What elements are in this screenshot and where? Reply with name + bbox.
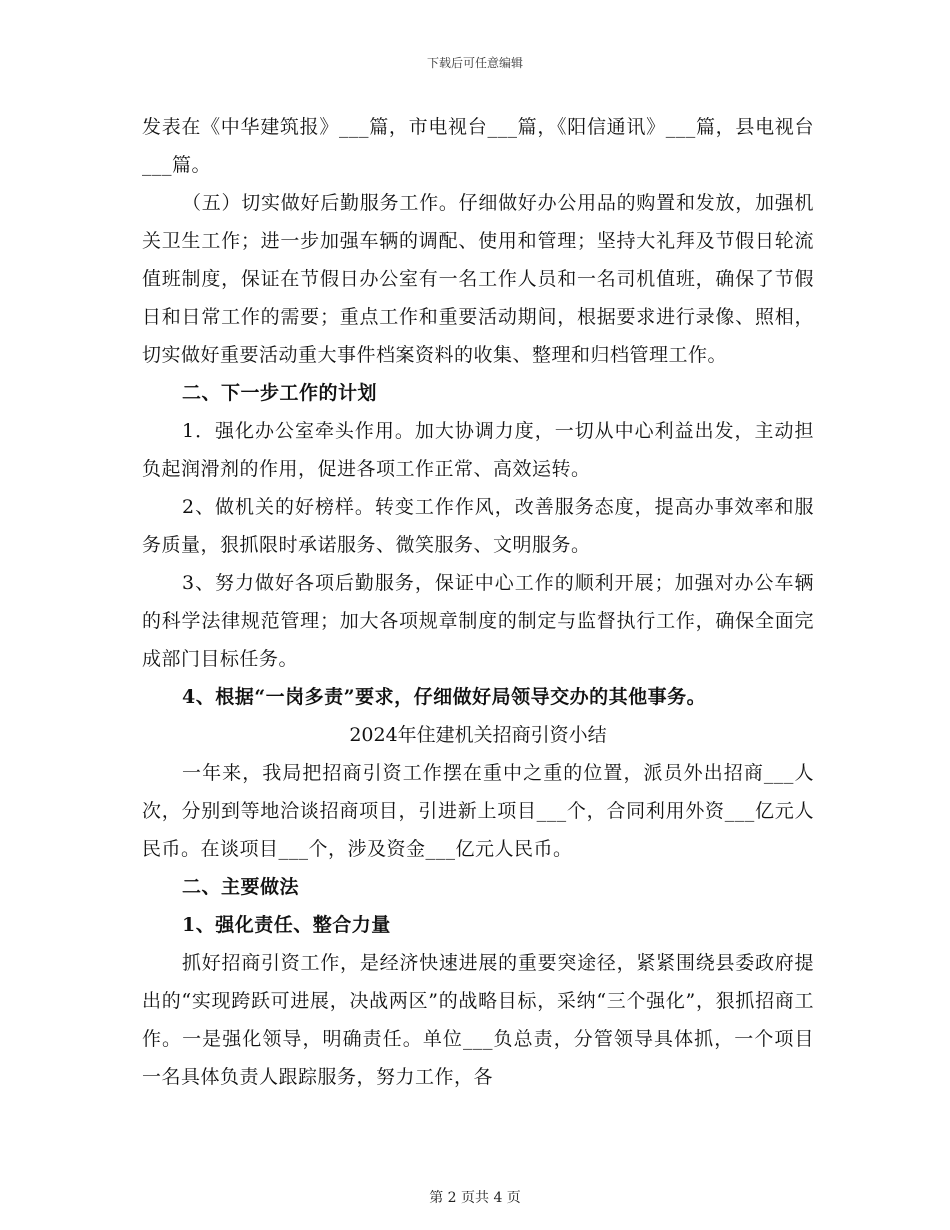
plan-item-2: 2、做机关的好榜样。转变工作作风，改善服务态度，提高办事效率和服务质量，狠抓限时承诺服务、微笑服务、文明服务。 <box>142 496 814 556</box>
paragraph-publication-counts: 发表在《中华建筑报》___篇，市电视台___篇，《阳信通讯》___篇，县电视台___篇。 <box>142 116 814 176</box>
section-heading-next-plan: 二、下一步工作的计划 <box>182 382 378 404</box>
document-body <box>142 108 814 1096</box>
page-header: 下载后可任意编辑 <box>426 56 523 70</box>
subheading-strengthen-responsibility: 1、强化责任、整合力量 <box>182 914 391 936</box>
plan-item-3: 3、努力做好各项后勤服务，保证中心工作的顺利开展；加强对办公车辆的科学法律规范管理；加大各项规章制度的制定与监督执行工作，确保全面完成部门目标任务。 <box>142 572 814 670</box>
section-heading-main-methods: 二、主要做法 <box>182 876 300 898</box>
paragraph-logistics-service: （五）切实做好后勤服务工作。仔细做好办公用品的购置和发放，加强机关卫生工作；进一步加强车辆的调配、使用和管理；坚持大礼拜及节假日轮流值班制度，保证在节假日办公室有一名工作人员和一名司机值班，确保了节假日和日常工作的需要；重点工作和重要活动期间，根据要求进行录像、照相，切实做好重要活动重大事件档案资料的收集、整理和归档管理工作。 <box>142 192 814 366</box>
plan-item-4: 4、根据“一岗多责”要求，仔细做好局领导交办的其他事务。 <box>182 686 707 708</box>
document-title: 2024年住建机关招商引资小结 <box>349 724 607 746</box>
paragraph-investment-strategy: 抓好招商引资工作，是经济快速进展的重要突途径，紧紧围绕县委政府提出的“实现跨跃可进展，决战两区”的战略目标，采纳“三个强化”，狠抓招商工作。一是强化领导，明确责任。单位___负总责，分管领导具体抓，一个项目一名具体负责人跟踪服务，努力工作，各 <box>142 952 814 1088</box>
paragraph-investment-summary: 一年来，我局把招商引资工作摆在重中之重的位置，派员外出招商___人次，分别到等地洽谈招商项目，引进新上项目___个，合同利用外资___亿元人民币。在谈项目___个，涉及资金___亿元人民币。 <box>142 762 814 860</box>
page-footer: 第 2 页共 4 页 <box>429 1190 521 1206</box>
plan-item-1: 1．强化办公室牵头作用。加大协调力度，一切从中心利益出发，主动担负起润滑剂的作用，促进各项工作正常、高效运转。 <box>142 420 814 480</box>
